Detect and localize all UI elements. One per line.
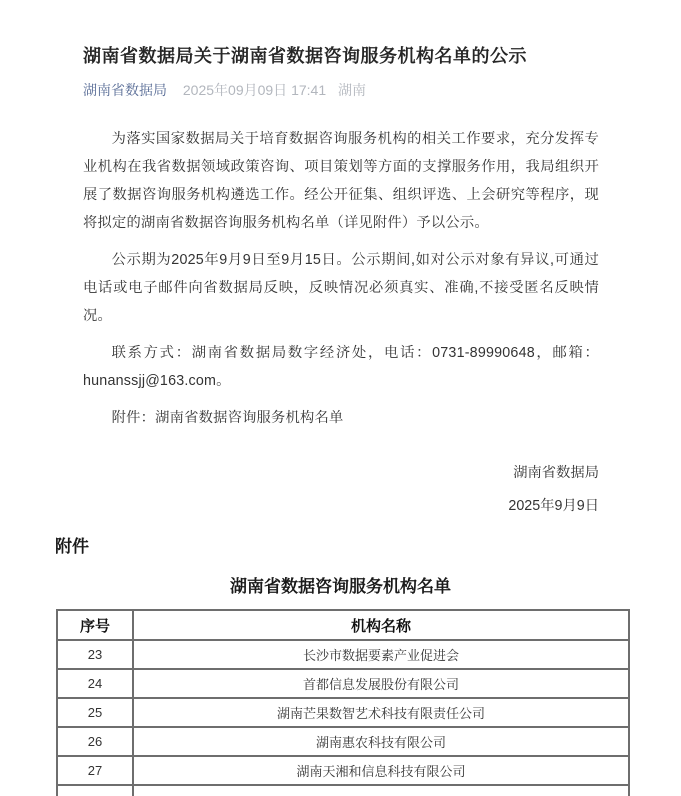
row-index: 25 — [57, 698, 133, 727]
signature-org: 湖南省数据局 — [513, 465, 599, 481]
column-header-index: 序号 — [57, 610, 133, 640]
attachment-label: 附件 — [55, 537, 89, 556]
paragraph-intro: 为落实国家数据局关于培育数据咨询服务机构的相关工作要求，充分发挥专业机构在我省数据领域政策咨询、项目策划等方面的支撑服务作用，我局组织开展了数据咨询服务机构遴选工作。经公开征集、组织评选、上会研究等程序，现将拟定的湖南省数据咨询服务机构名单（详见附件）予以公示。 — [83, 131, 599, 231]
row-institution-name: 长沙市数据要素产业促进会 — [133, 640, 629, 669]
institution-table — [56, 609, 630, 796]
publish-location: 湖南 — [338, 82, 366, 98]
account-link[interactable]: 湖南省数据局 — [83, 82, 167, 98]
article-text — [83, 125, 598, 432]
column-header-institution-name: 机构名称 — [133, 610, 629, 640]
row-index: 24 — [57, 669, 133, 698]
row-index: 27 — [57, 756, 133, 785]
row-index: 26 — [57, 727, 133, 756]
paragraph-publicity-period: 公示期为2025年9月9日至9月15日。公示期间,如对公示对象有异议,可通过电话或电子邮件向省数据局反映，反映情况必须真实、准确,不接受匿名反映情况。 — [83, 252, 599, 324]
row-institution-name — [133, 785, 629, 796]
table-row-partial-cutoff — [57, 785, 629, 796]
table-header-row — [57, 610, 629, 640]
row-institution-name: 首都信息发展股份有限公司 — [133, 669, 629, 698]
table-title: 湖南省数据咨询服务机构名单 — [230, 577, 451, 596]
row-institution-name: 湖南芒果数智艺术科技有限责任公司 — [133, 698, 629, 727]
row-institution-name: 湖南惠农科技有限公司 — [133, 727, 629, 756]
attachment-reference: 附件：湖南省数据咨询服务机构名单 — [111, 410, 344, 426]
table-row — [57, 727, 629, 756]
signature-block — [83, 466, 599, 514]
row-institution-name: 湖南天湘和信息科技有限公司 — [133, 756, 629, 785]
signature-date: 2025年9月9日 — [508, 498, 599, 514]
table-row — [57, 669, 629, 698]
row-index — [57, 785, 133, 796]
paragraph-contact: 联系方式：湖南省数据局数字经济处，电话：0731-89990648，邮箱：hunanssjj@163.com。 — [83, 345, 599, 389]
byline — [83, 81, 598, 99]
table-row — [57, 698, 629, 727]
page-title: 湖南省数据局关于湖南省数据咨询服务机构名单的公示 — [83, 46, 527, 66]
row-index: 23 — [57, 640, 133, 669]
table-row — [57, 640, 629, 669]
table-row — [57, 756, 629, 785]
publish-datetime: 2025年09月09日 17:41 — [182, 82, 327, 98]
